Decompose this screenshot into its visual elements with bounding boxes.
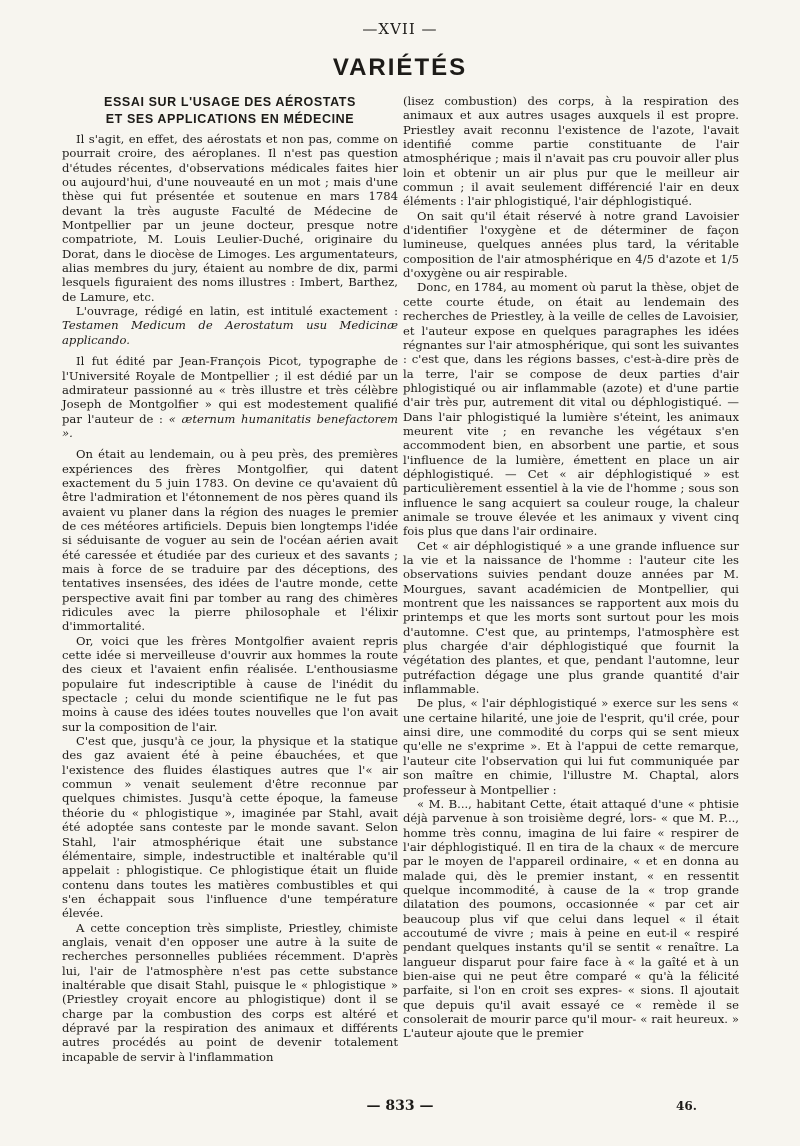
article-heading (62, 94, 398, 128)
article-heading-line-1: ESSAI SUR L'USAGE DES AÉROSTATS (104, 95, 356, 109)
dedication-quote: « æternum humanitatis benefactorem ». (62, 411, 398, 440)
quoted-observation: « M. B..., habitant Cette, était attaqué d'une « phtisie déjà parvenue à son troisième degré, lors- « que M. P..., homme très connu, imagina de lui faire « respirer de l'air déphlogistiqué. Il en tira de la chaux « de mercure par le moyen de l'appareil ordinaire, « et en donna au malade qui, dès le premier instant, « en ressentit quelque incommodité, à cause de la « trop grande dilatation des poumons, occasionnée « par cet air beaucoup plus vif que celui dans lequel « il était accoutumé de vivre ; mais à peine en eut-il « respiré pendant quelques instants qu'il se sentit « renaître. La langueur disparut pour faire face à « la gaîté et à un bien-aise qui ne peut être comparé « qu'à la félicité parfaite, si l'on en croit ses expres- « sions. Il ajoutait que depuis qu'il avait essayé ce « remède il se consolerait de mourir parce qu'il mour- « rait heureux. » L'auteur ajoute que le premier (403, 796, 739, 1041)
paragraph (62, 304, 398, 347)
paragraph (62, 354, 398, 440)
paragraph-lead: L'ouvrage, rédigé en latin, est intitulé exactement : (76, 304, 398, 319)
right-column (403, 94, 739, 1041)
paragraph: Cet « air déphlogistiqué » a une grande influence sur la vie et la naissance de l'homme : l'auteur cite les observations suivies pendant douze années par M. Mourgues, savant académicien de Montpellier, qui montrent que les naissances se rapportent aux mois du printemps et que les morts sont surtout pour les mois d'automne. C'est que, au printemps, l'atmosphère est plus chargée d'air déphlogistiqué que fournit la végétation des plantes, et que, pendant l'automne, leur putréfaction dégage une plus grande quantité d'air inflammable. (403, 538, 739, 697)
page-number: — 833 — (366, 1098, 434, 1114)
paragraph: C'est que, jusqu'à ce jour, la physique et la statique des gaz avaient été à peine ébauchées, et que l'existence des fluides élastiques autres que l'« air commun » venait seulement d'être reconnue par quelques chimistes. Jusqu'à cette époque, la fameuse théorie du « phlogistique », imaginée par Stahl, avait été adoptée sans conteste par le monde savant. Selon Stahl, l'air atmosphérique était une substance élémentaire, simple, indestructible et inaltérable qu'il appelait : phlogistique. Ce phlogistique était un fluide contenu dans toutes les matières combustibles et qui s'en échappait sous l'influence d'une température élevée. (62, 734, 398, 921)
sheet-number: 46. (676, 1099, 697, 1113)
paragraph: On sait qu'il était réservé à notre grand Lavoisier d'identifier l'oxygène et de déterminer de façon lumineuse, quelques années plus tard, la véritable composition de l'air atmosphérique en 4/5 d'azote et 1/5 d'oxygène ou air respirable. (403, 208, 739, 281)
article-heading-line-2: ET SES APPLICATIONS EN MÉDECINE (105, 112, 355, 126)
page-title: VARIÉTÉS (332, 54, 468, 81)
paragraph: Il s'agit, en effet, des aérostats et non pas, comme on pourrait croire, des aéroplanes. Il n'est pas question d'études récentes, d'observations médicales faites hier ou aujourd'hui, d'une nouveauté en un mot ; mais d'une thèse qui fut présentée et soutenue en mars 1784 devant la très auguste Faculté de Médecine de Montpellier par un jeune docteur, presque notre compatriote, M. Louis Leulier-Duché, originaire du Dorat, dans le diocèse de Limoges. Les argumentateurs, alias membres du jury, étaient au nombre de dix, parmi lesquels figuraient des noms illustres : Imbert, Barthez, de Lamure, etc. (62, 132, 398, 304)
thesis-title: Testamen Medicum de Aerostatum usu Medicinæ applicando. (62, 318, 398, 347)
left-column (62, 94, 398, 1064)
paragraph: On était au lendemain, ou à peu près, des premières expériences des frères Montgolfier, qui datent exactement du 5 juin 1783. On devine ce qu'avaient dû être l'admiration et l'étonnement de nos pères quand ils avaient vu planer dans la région des nuages le premier de ces météores artificiels. Depuis bien longtemps l'idée si séduisante de voguer au sein de l'océan aérien avait été caressée et étudiée par des curieux et des savants ; mais à force de se traduire par des déceptions, des tentatives insensées, des idées de l'autre monde, cette perspective avait fini par tomber au rang des chimères ridicules avec la pierre philosophale et l'élixir d'immortalité. (62, 447, 398, 634)
paragraph: A cette conception très simpliste, Priestley, chimiste anglais, venait d'en opposer une autre à la suite de recherches personnelles publiées récemment. D'après lui, l'air de l'atmosphère n'est pas cette substance inaltérable que disait Stahl, puisque le « phlogistique » (Priestley croyait encore au phlogistique) dont il se charge par la combustion des corps est altéré et dépravé par la respiration des animaux et différents autres procédés au point de devenir totalement incapable de servir à l'inflammation (62, 920, 398, 1064)
paragraph: (lisez combustion) des corps, à la respiration des animaux et aux autres usages auxquels il est propre. Priestley avait reconnu l'existence de l'azote, l'avait identifié comme partie constituante de l'air atmosphérique ; mais il n'avait pas cru pouvoir aller plus loin et obtenir un air plus pur que le meilleur air commun ; il avait seulement différencié l'air en deux éléments : l'air phlogistiqué, l'air déphlogistiqué. (403, 94, 739, 209)
paragraph-lead: Il fut édité par Jean-François Picot, typographe de l'Université Royale de Montpellier ; il est dédié par un admirateur passionné au « très illustre et très célèbre Joseph de Montgolfier » qui est modestement qualifié par l'auteur de : (62, 354, 398, 426)
paragraph: Donc, en 1784, au moment où parut la thèse, objet de cette courte étude, on était au lendemain des recherches de Priestley, à la veille de celles de Lavoisier, et l'auteur expose en quelques paragraphes les idées régnantes sur l'air atmosphérique, qui sont les suivantes : c'est que, dans les régions basses, c'est-à-dire près de la terre, l'air se compose de deux parties d'air phlogistiqué ou air inflammable (azote) et d'une partie d'air très pur, autrement dit vital ou déphlogistiqué. — Dans l'air phlogistiqué la lumière s'éteint, les animaux meurent vite ; en revanche les végétaux s'en accommodent bien, en absorbent une partie, et sous l'influence de la lumière, émettent en place un air déphlogistiqué. — Cet « air déphlogistiqué » est particulièrement essentiel à la vie de l'homme ; sous son influence le sang acquiert sa couleur rouge, la chaleur animale se trouve élevée et les animaux y vivent cinq fois plus que dans l'air ordinaire. (403, 280, 739, 539)
paragraph: Or, voici que les frères Montgolfier avaient repris cette idée si merveilleuse d'ouvrir aux hommes la route des cieux et l'avaient enfin réalisée. L'enthousiasme populaire fut indescriptible à cause de l'inédit du spectacle ; celui du monde scientifique ne le fut pas moins à cause des idées toutes nouvelles que l'on avait sur la composition de l'air. (62, 633, 398, 734)
section-number: —XVII — (362, 20, 438, 38)
paragraph: De plus, « l'air déphlogistiqué » exerce sur les sens « une certaine hilarité, une joie de l'esprit, qu'il crée, pour ainsi dire, une commodité du corps qui se sent mieux qu'elle ne s'exprime ». Et à l'appui de cette remarque, l'auteur cite l'observation qui lui fut communiquée par son maître en chimie, l'illustre M. Chaptal, alors professeur à Montpellier : (403, 696, 739, 797)
